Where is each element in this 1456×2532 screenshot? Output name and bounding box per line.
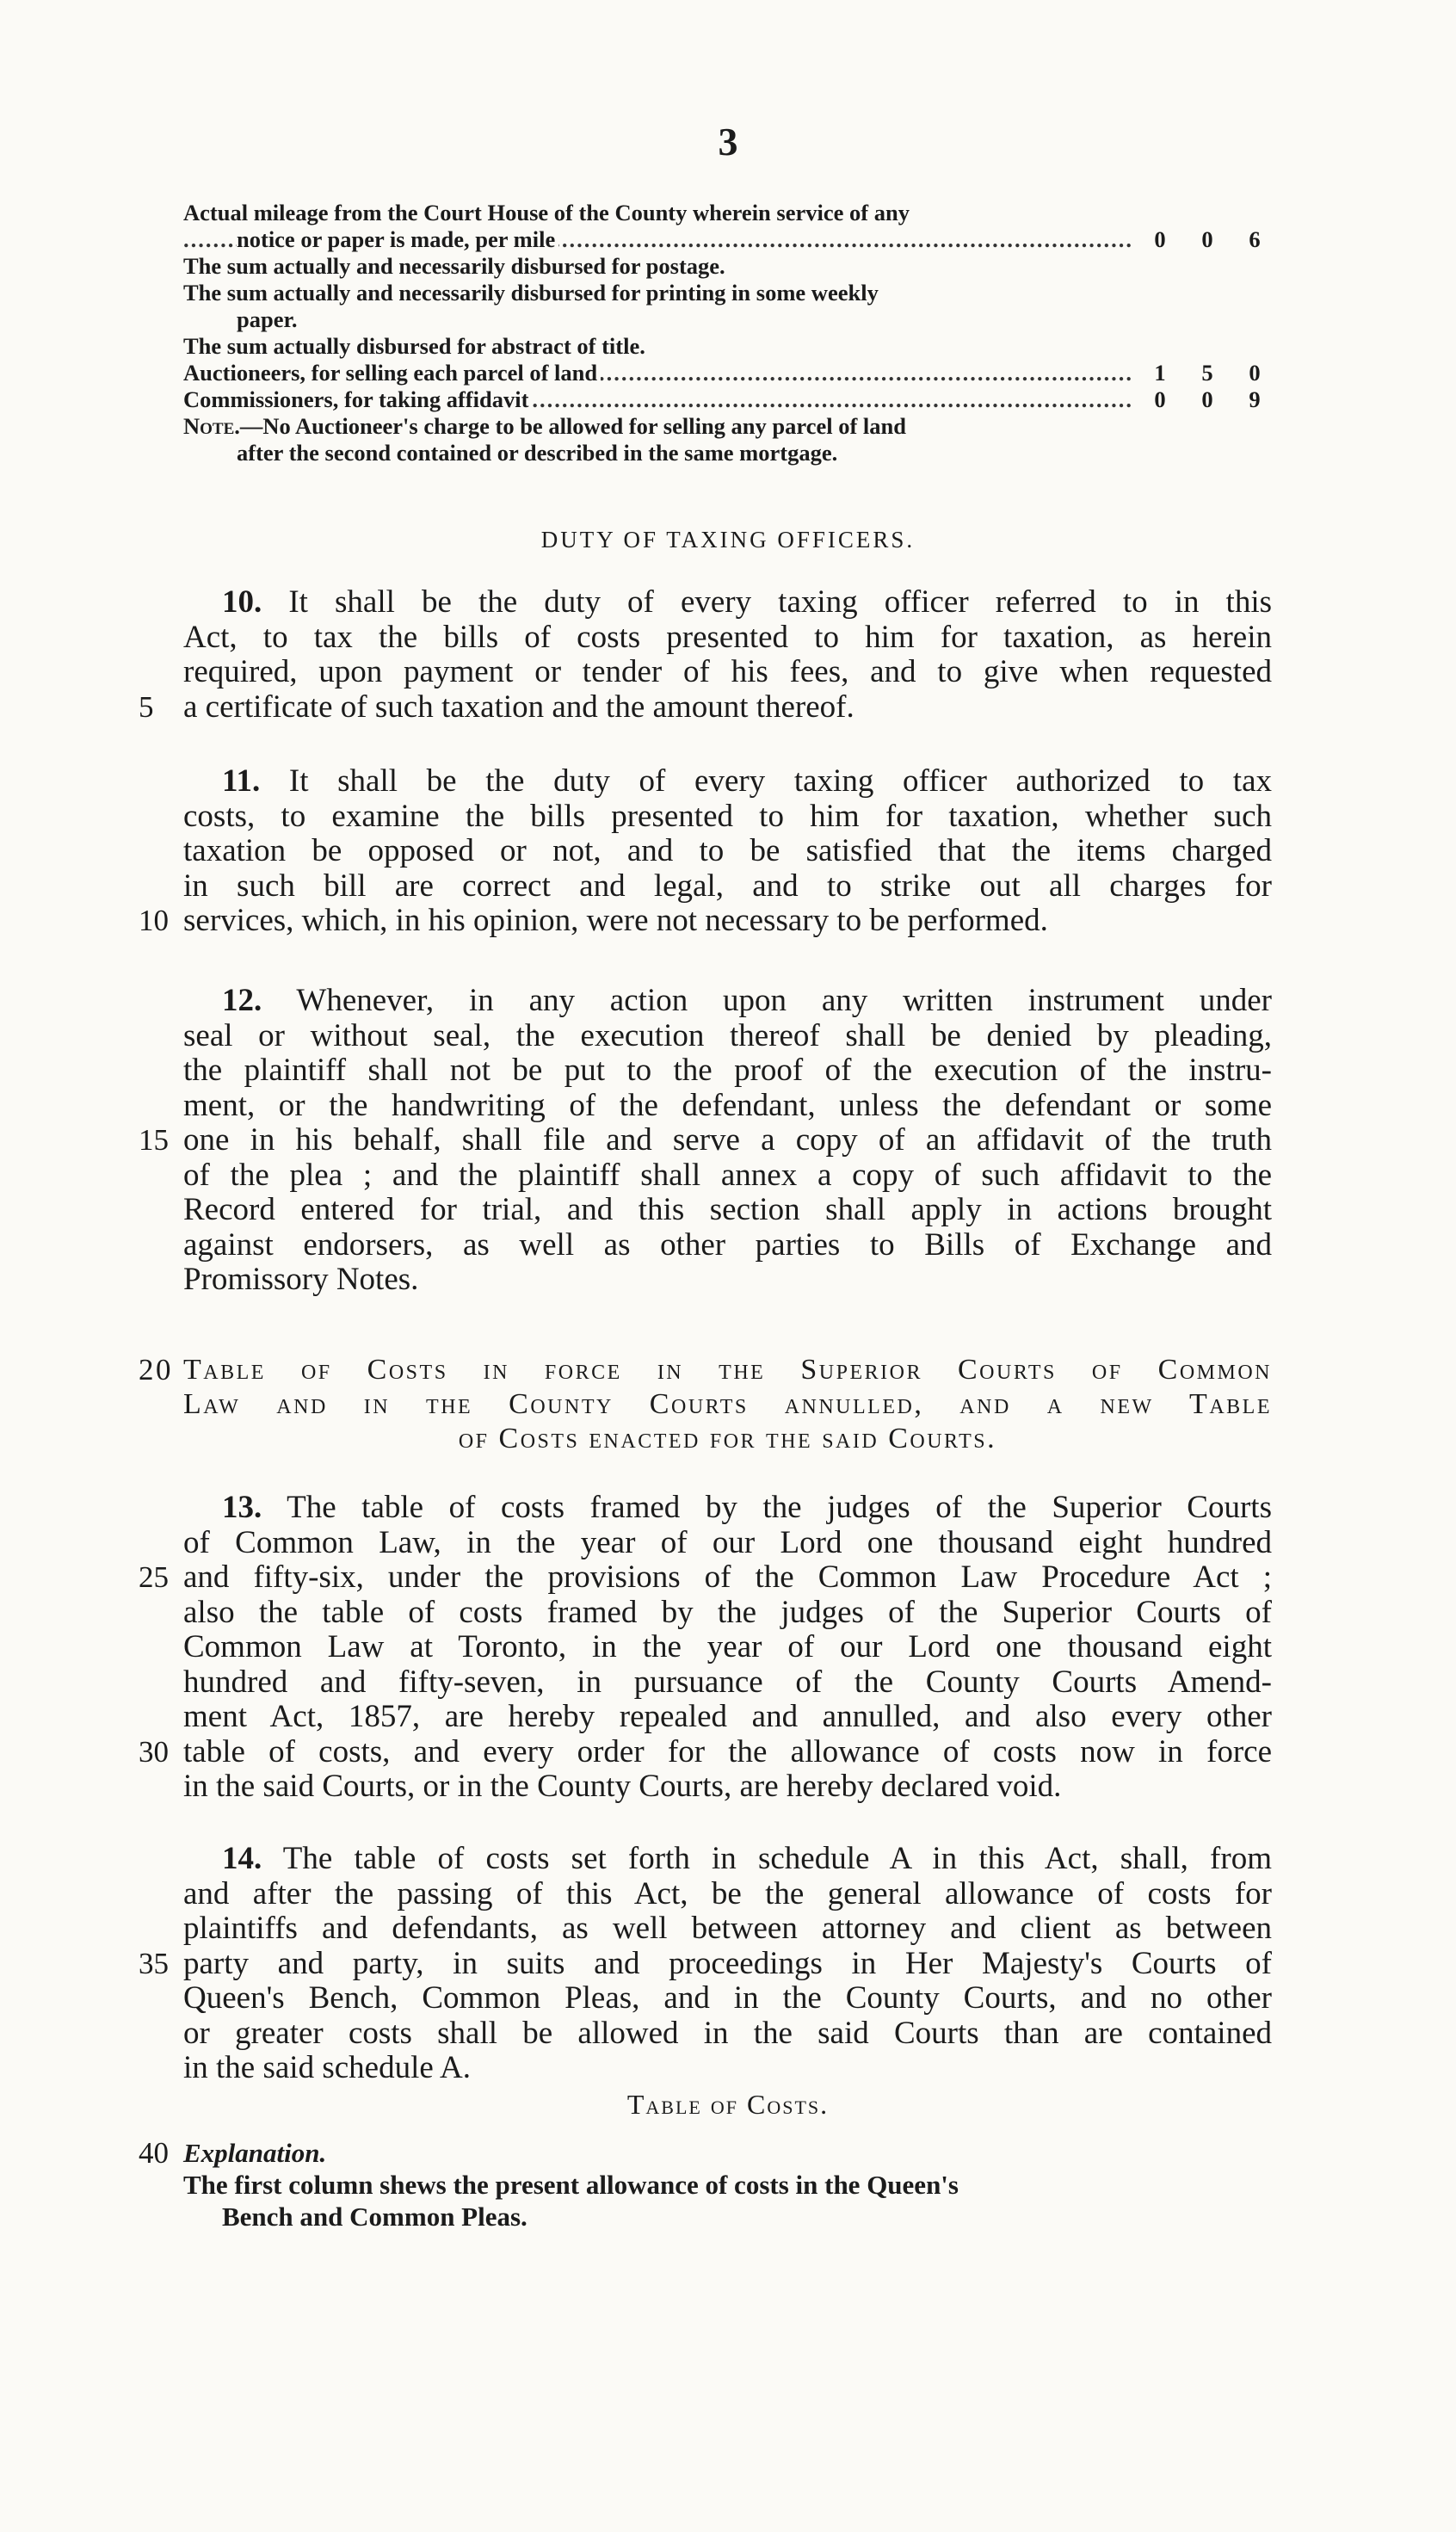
fee-commissioners: Commissioners, for taking affidavit 0 0 9 ..... — [183, 386, 1272, 413]
explanation-line1: The first column shews the present allowance of costs in the Queen's — [183, 2170, 959, 2200]
section-number: 12. — [222, 983, 262, 1018]
fee-postage: The sum actually and necessarily disbursed for postage. — [183, 253, 725, 279]
page-number: 3 — [718, 120, 738, 164]
margin-line-number: 40 — [139, 2136, 169, 2170]
duty-heading: DUTY OF TAXING OFFICERS. — [540, 527, 916, 553]
section-11: 11. It shall be the duty of every taxing officer authorized to tax costs, to examine the bills presented to him for taxation, whether such taxation be opposed or not, and to be satisfied that the items charged in such bill are correct and legal, and to strike out all charges for 10 services, which, in his opinion, were not necessary to be performed. — [139, 763, 1272, 938]
fee-auctioneers-amounts: 1 5 0 — [1136, 360, 1272, 386]
fee-note: Note.—No Auctioneer's charge to be allowed for selling any parcel of land — [183, 413, 906, 439]
explanation — [139, 2136, 1272, 2232]
explanation-label: Explanation. — [183, 2138, 327, 2168]
margin-line-number: 10 — [139, 904, 169, 937]
explanation-line2: Bench and Common Pleas. — [222, 2202, 527, 2232]
margin-line-number: 15 — [139, 1123, 169, 1157]
section-number: 13. — [222, 1490, 262, 1525]
fee-mileage-line1: Actual mileage from the Court House of the County wherein service of any — [183, 200, 910, 225]
fee-printing-line2: paper. — [237, 306, 298, 332]
margin-line-number: 20 — [139, 1353, 173, 1386]
fee-schedule — [183, 200, 1272, 466]
fee-note-line2: after the second contained or described in the same mortgage. — [237, 440, 838, 466]
margin-line-number: 30 — [139, 1734, 169, 1769]
section-12: 12. Whenever, in any action upon any written instrument under seal or without seal, the execution thereof shall be denied by pleading, the plaintiff shall not be put to the proof of the execution of the instru- ment, or the handwriting of the defendant, unless the defendant or some 15 one in his behalf, shall file and serve a copy of an affidavit of the truth of the plea ; and the plaintiff shall annex a copy of such affidavit to the Record entered for trial, and this section shall apply in actions brought against endorsers, as well as other parties to Bills of Exchange and Promissory Notes. — [139, 983, 1272, 1297]
margin-line-number: 5 — [139, 689, 154, 724]
fee-commissioners-amounts: 0 0 9 — [1136, 386, 1272, 413]
fee-abstract: The sum actually disbursed for abstract of title. — [183, 333, 645, 359]
fee-printing-line1: The sum actually and necessarily disbursed for printing in some weekly — [183, 280, 879, 306]
section-10: 10. It shall be the duty of every taxing officer referred to in this Act, to tax the bills of costs presented to him for taxation, as herein required, upon payment or tender of his fees, and to give when requested 5 a certificate of such taxation and the amount thereof. — [139, 584, 1272, 725]
table-of-costs-heading: 20 Table of Costs in force in the Superior Courts of Common Law and in the County Courts annulled, and a new Table of Costs enacted for the said Courts. — [139, 1353, 1272, 1454]
section-number: 14. — [222, 1841, 262, 1876]
section-13: 13. The table of costs framed by the judges of the Superior Courts of Common Law, in the year of our Lord one thousand eight hundred 25 and fifty-six, under the provisions of the Common Law Procedure Act ; also the table of costs framed by the judges of the Superior Courts of Common Law at Toronto, in the year of our Lord one thousand eight hundred and fifty-seven, in pursuance of the County Courts Amend- ment Act, 1857, are hereby repealed and annulled, and also every other 30 table of costs, and every order for the allowance of costs now in force in the said Courts, or in the County Courts, are hereby declared void. — [139, 1490, 1272, 1804]
section-14: 14. The table of costs set forth in schedule A in this Act, shall, from and after the passing of this Act, be the general allowance of costs for plaintiffs and defendants, as well between attorney and client as between 35 party and party, in suits and proceedings in Her Majesty's Courts of Queen's Bench, Common Pleas, and in the County Courts, and no other or greater costs shall be allowed in the said Courts than are contained in the said schedule A. — [139, 1841, 1272, 2085]
margin-line-number: 35 — [139, 1946, 169, 1980]
fee-mileage-amounts: 0 0 6 — [1136, 226, 1272, 253]
section-number: 10. — [222, 584, 262, 620]
margin-line-number: 25 — [139, 1560, 169, 1594]
fee-mileage-line2: notice or paper is made, per mile 0 0 6 ..... — [183, 226, 1272, 253]
fee-auctioneers: Auctioneers, for selling each parcel of land 1 5 0 ..... — [183, 360, 1272, 386]
table-of-costs-title: Table of Costs. — [626, 2089, 830, 2120]
section-number: 11. — [222, 763, 261, 799]
